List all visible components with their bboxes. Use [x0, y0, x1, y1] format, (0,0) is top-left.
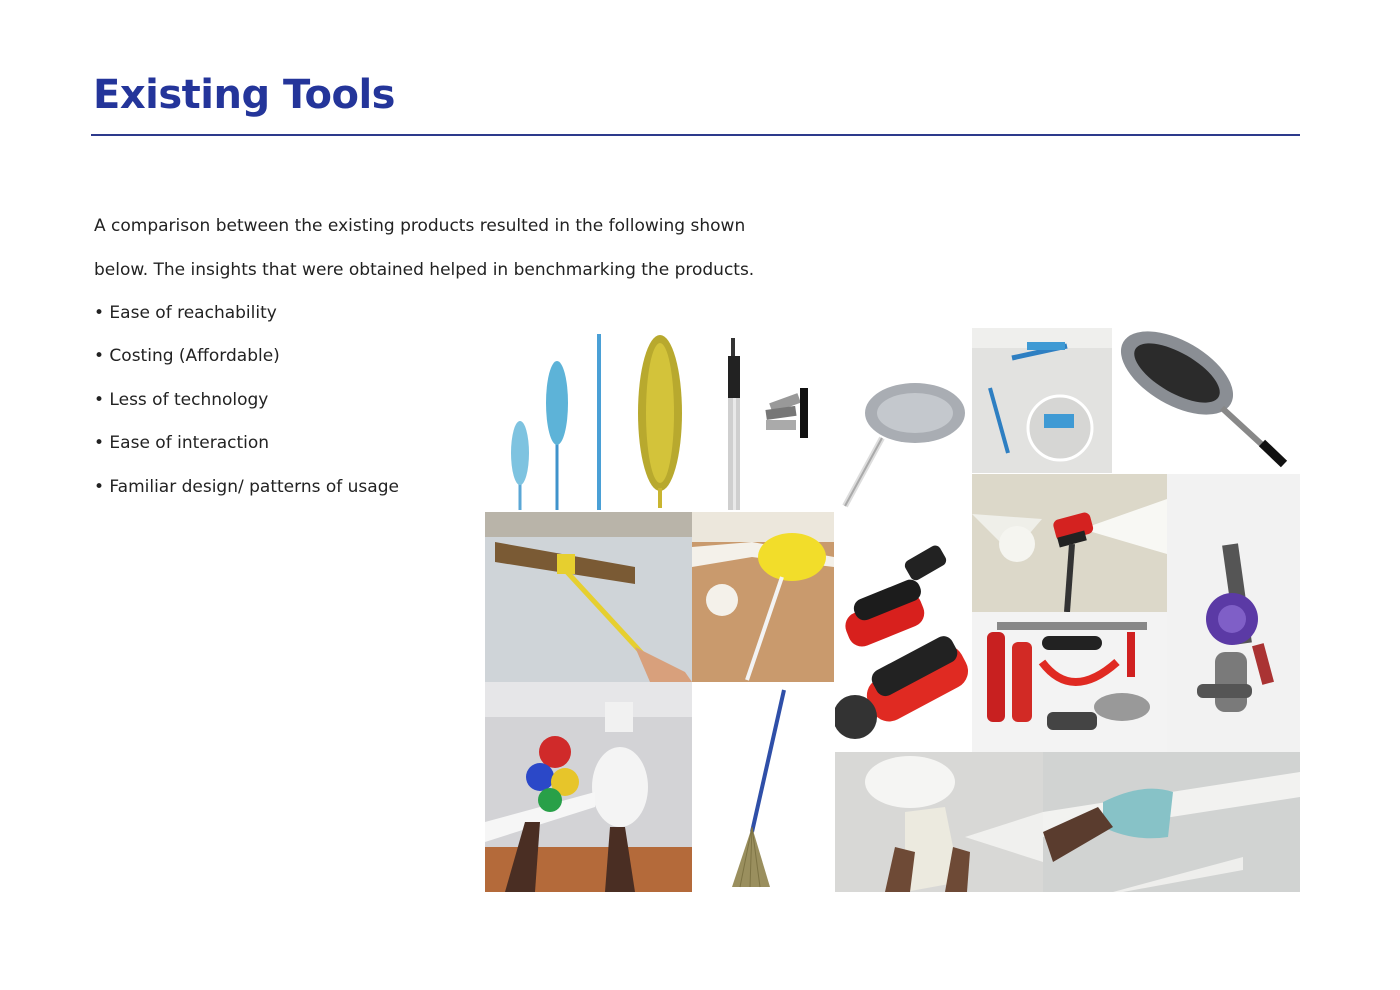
bullet-reachability: • Ease of reachability: [94, 303, 277, 323]
vacuum-fan-attachment-photo: [972, 474, 1167, 612]
intro-line-1: A comparison between the existing products resulted in the following shown: [94, 216, 746, 236]
page-title: Existing Tools: [93, 72, 395, 118]
handheld-vacuum-photo: [1167, 474, 1300, 752]
intro-line-2: below. The insights that were obtained helped in benchmarking the products.: [94, 260, 755, 280]
yellow-duster-on-fan-photo: [692, 512, 834, 682]
red-vacuum-kit-photo: [972, 612, 1167, 752]
red-vacuum-brush-attachments-photo: [835, 512, 972, 752]
fabric-car-duster-photo: [1112, 328, 1300, 473]
extendable-microfiber-dusters-photo: [500, 328, 700, 510]
title-divider: [91, 134, 1300, 136]
bullet-costing: • Costing (Affordable): [94, 346, 280, 366]
yellow-fan-duster-in-use-photo: [485, 512, 692, 682]
cloth-wiping-fan-photo: [835, 752, 1043, 892]
broom-photo: [692, 682, 834, 892]
angled-microfiber-duster-photo: [830, 358, 965, 510]
feather-duster-on-fan-photo: [485, 682, 692, 892]
bullet-familiar-design: • Familiar design/ patterns of usage: [94, 477, 399, 497]
ceiling-fan-duster-tool-photo: [972, 328, 1112, 473]
telescopic-pole-photo: [700, 328, 830, 510]
bullet-technology: • Less of technology: [94, 390, 269, 410]
bullet-interaction: • Ease of interaction: [94, 433, 270, 453]
towel-wiping-fan-blade-photo: [1043, 752, 1300, 892]
